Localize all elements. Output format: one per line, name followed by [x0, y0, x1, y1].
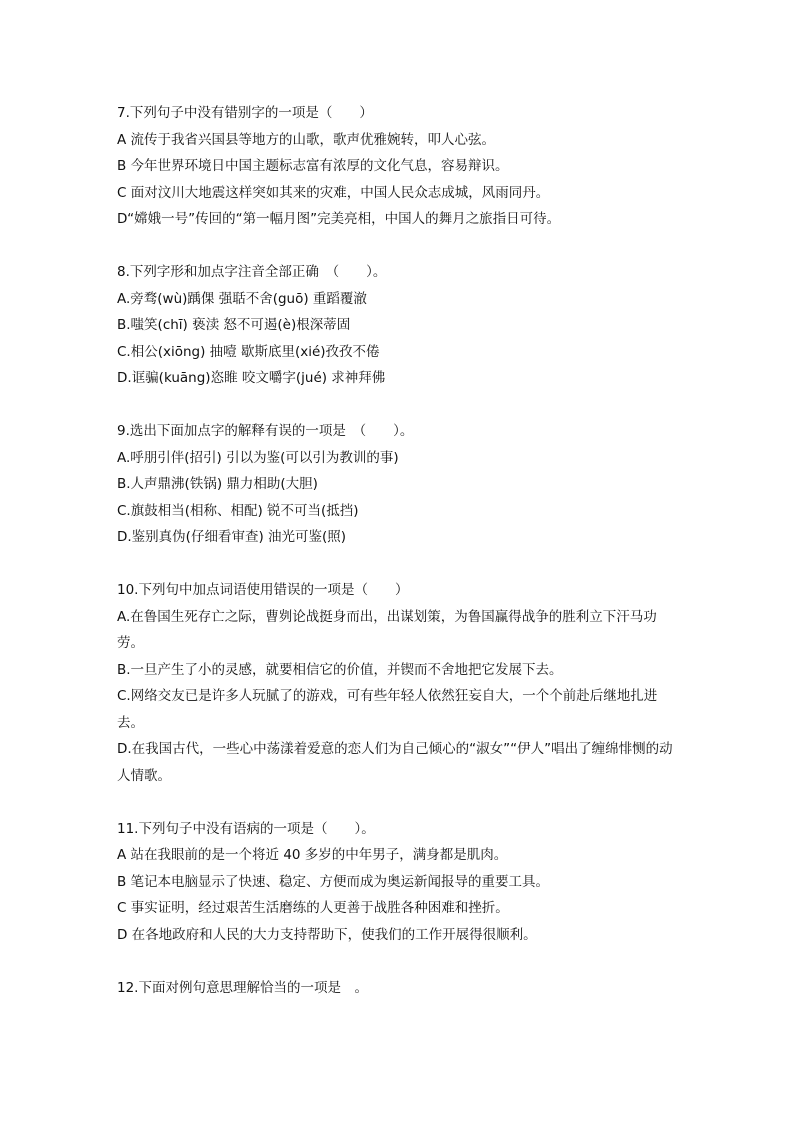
question-stem: 10.下列句中加点词语使用错误的一项是（ ）: [117, 581, 409, 598]
option-b: B.人声鼎沸(铁锅) 鼎力相助(大胆): [117, 476, 318, 493]
option-c: C.相公(xiōng) 抽噎 歇斯底里(xié)孜孜不倦: [117, 343, 380, 360]
option-c: C 面对汶川大地震这样突如其来的灾难，中国人民众志成城，风雨同丹。: [117, 184, 550, 201]
question-11: [117, 816, 682, 949]
option-b: B 今年世界环境日中国主题标志富有浓厚的文化气息，容易辩识。: [117, 158, 509, 175]
question-list: [117, 100, 682, 1001]
question-8: [117, 259, 682, 392]
option-c: C.旗鼓相当(相称、相配) 锐不可当(抵挡): [117, 502, 359, 519]
option-a: A.旁骛(wù)踽倮 强聒不舍(guō) 重蹈覆澈: [117, 290, 367, 307]
option-b: B.嗤笑(chī) 亵渎 怒不可遏(è)根深蒂固: [117, 317, 351, 334]
question-stem: 7.下列句子中没有错别字的一项是（ ）: [117, 105, 373, 121]
question-stem: 9.选出下面加点字的解释有误的一项是 （ ）。: [117, 422, 414, 439]
option-a: A.在鲁国生死存亡之际，曹刿论战挺身而出，出谋划策，为鲁国赢得战争的胜利立下汗马功劳。: [117, 608, 657, 652]
option-a: A.呼朋引伴(招引) 引以为鉴(可以引为教训的事): [117, 449, 399, 466]
option-d: D.诓骗(kuāng)恣睢 咬文嚼字(jué) 求神拜佛: [117, 370, 386, 387]
option-d: D 在各地政府和人民的大力支持帮助下，使我们的工作开展得很顺利。: [117, 927, 537, 944]
question-stem: 8.下列字形和加点字注音全部正确 （ ）。: [117, 263, 387, 280]
option-c: C 事实证明，经过艰苦生活磨练的人更善于战胜各种困难和挫折。: [117, 900, 509, 917]
question-12: [117, 975, 682, 1002]
question-7: [117, 100, 682, 233]
option-d: D“嫦娥一号”传回的“第一幅月图”完美亮相，中国人的舞月之旅指日可待。: [117, 211, 561, 228]
option-a: A 站在我眼前的是一个将近 40 多岁的中年男子，满身都是肌肉。: [117, 847, 508, 864]
option-b: B 笔记本电脑显示了快速、稳定、方便而成为奥运新闻报导的重要工具。: [117, 873, 550, 890]
question-stem: 11.下列句子中没有语病的一项是（ ）。: [117, 820, 375, 837]
question-9: [117, 418, 682, 551]
option-a: A 流传于我省兴国县等地方的山歌，歌声优雅婉转，叩人心弦。: [117, 131, 496, 148]
option-d: D.在我国古代，一些心中荡漾着爱意的恋人们为自己倾心的“淑女”“伊人”唱出了缠绵悱恻的动人情歌。: [117, 741, 673, 785]
option-b: B.一旦产生了小的灵感，就要相信它的价值，并锲而不舍地把它发展下去。: [117, 661, 563, 678]
option-c: C.网络交友已是许多人玩腻了的游戏，可有些年轻人依然狂妄自大，一个个前赴后继地扎进去。: [117, 688, 658, 731]
question-10: [117, 577, 682, 790]
question-stem: 12.下面对例句意思理解恰当的一项是 。: [117, 979, 368, 996]
option-d: D.鉴别真伪(仔细看审查) 油光可鉴(照): [117, 529, 347, 546]
